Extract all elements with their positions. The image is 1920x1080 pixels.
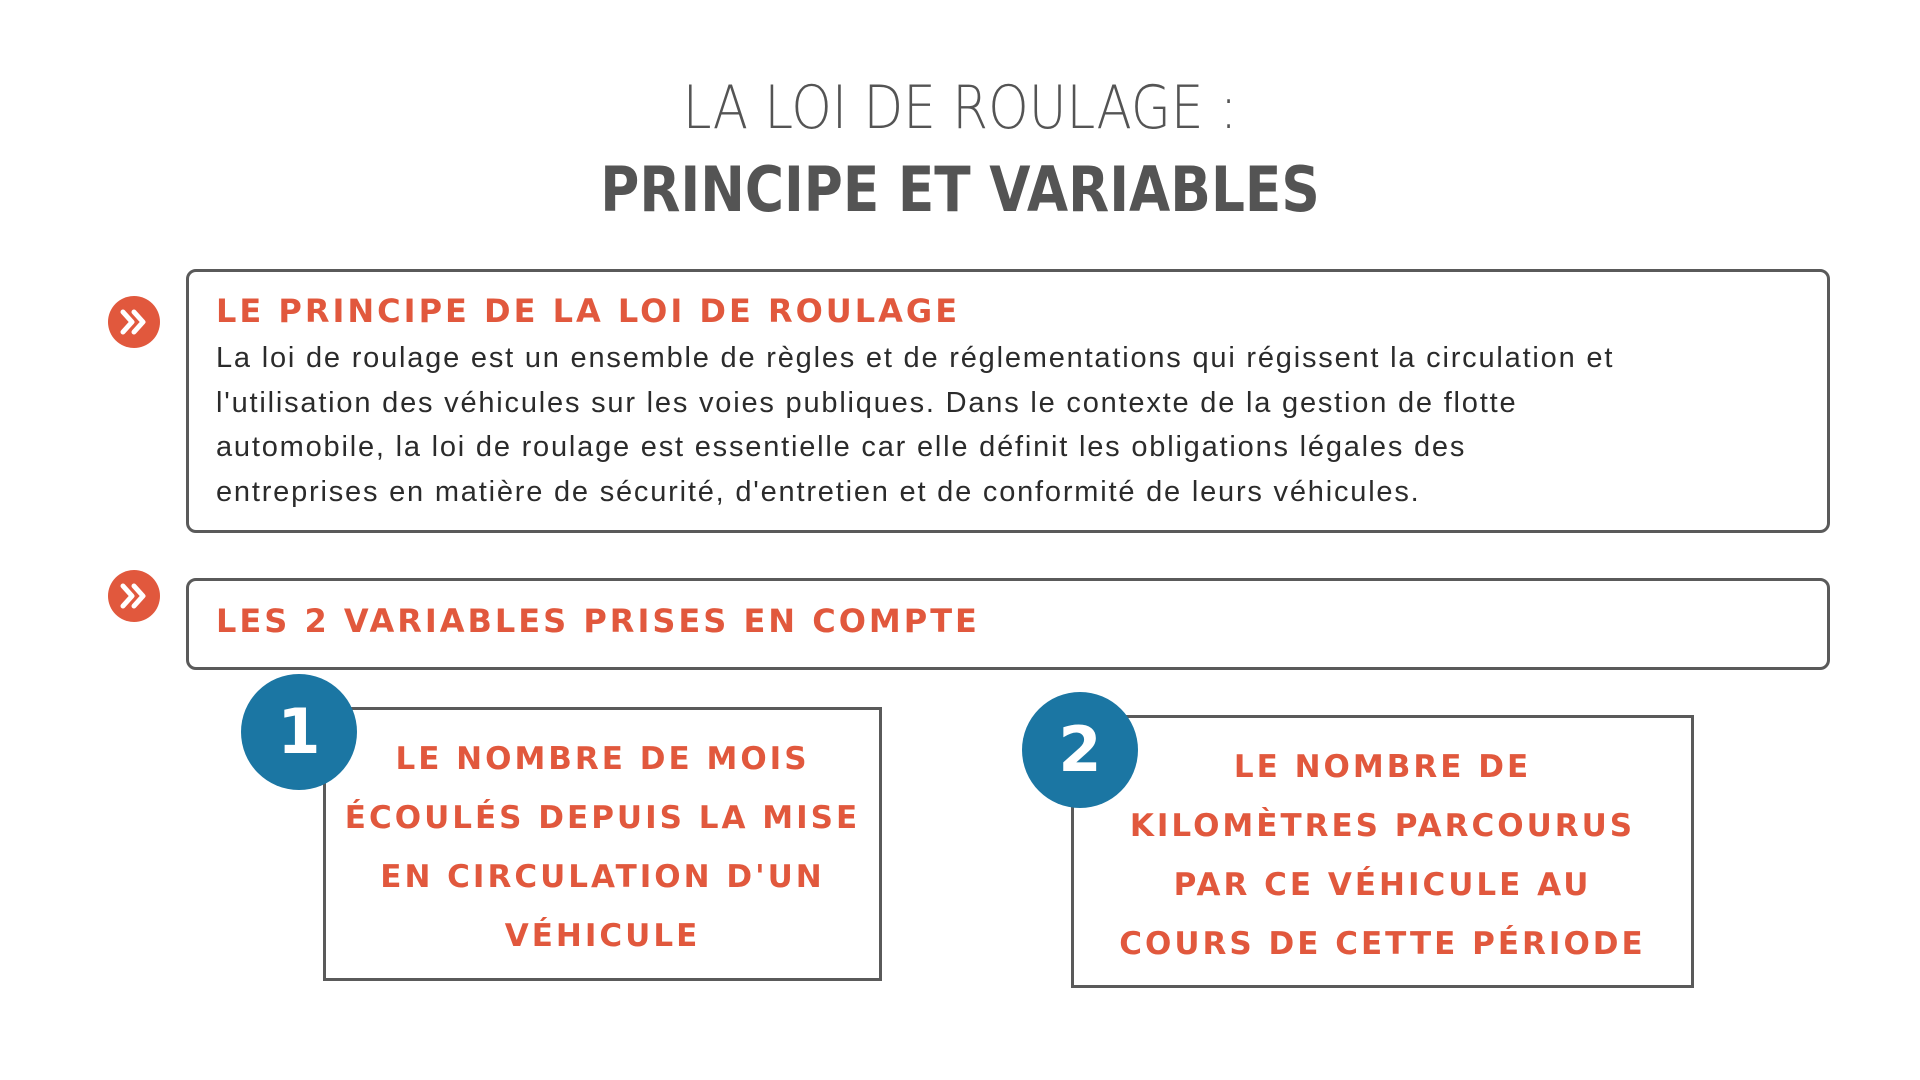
principle-text-line: entreprises en matière de sécurité, d'entretien et de conformité de leurs véhicules.: [216, 475, 1421, 508]
variable-card-1-text: [326, 730, 879, 966]
variable-text-line: LE NOMBRE DE MOIS: [395, 741, 810, 777]
variable-text-line: ÉCOULÉS DEPUIS LA MISE: [344, 800, 861, 836]
number-badge-2: 2: [1022, 692, 1138, 808]
principle-text: [216, 336, 1816, 514]
title-line-2: PRINCIPE ET VARIABLES: [600, 153, 1320, 226]
variable-text-line: COURS DE CETTE PÉRIODE: [1119, 926, 1646, 962]
principle-text-line: La loi de roulage est un ensemble de règles et de réglementations qui régissent la circulation et: [216, 342, 1615, 374]
variable-card-1: [323, 707, 882, 981]
variable-card-2: [1071, 715, 1694, 988]
title-line-1: LA LOI DE ROULAGE :: [682, 73, 1238, 143]
variable-text-line: KILOMÈTRES PARCOURUS: [1129, 808, 1636, 844]
variable-text-line: LE NOMBRE DE: [1233, 749, 1532, 785]
variables-heading: LES 2 VARIABLES PRISES EN COMPTE: [216, 602, 980, 640]
number-badge-1: 1: [241, 674, 357, 790]
principle-text-line: l'utilisation des véhicules sur les voies publiques. Dans le contexte de la gestion de flotte: [216, 386, 1518, 419]
principle-text-line: automobile, la loi de roulage est essentielle car elle définit les obligations légales des: [216, 431, 1467, 463]
double-chevron-right-icon: [108, 296, 160, 348]
variable-card-2-text: [1074, 738, 1691, 974]
principle-heading: LE PRINCIPE DE LA LOI DE ROULAGE: [216, 292, 961, 330]
variable-text-line: EN CIRCULATION D'UN: [380, 859, 825, 895]
double-chevron-right-icon: [108, 570, 160, 622]
variable-text-line: PAR CE VÉHICULE AU: [1173, 867, 1592, 903]
variable-text-line: VÉHICULE: [504, 918, 701, 954]
